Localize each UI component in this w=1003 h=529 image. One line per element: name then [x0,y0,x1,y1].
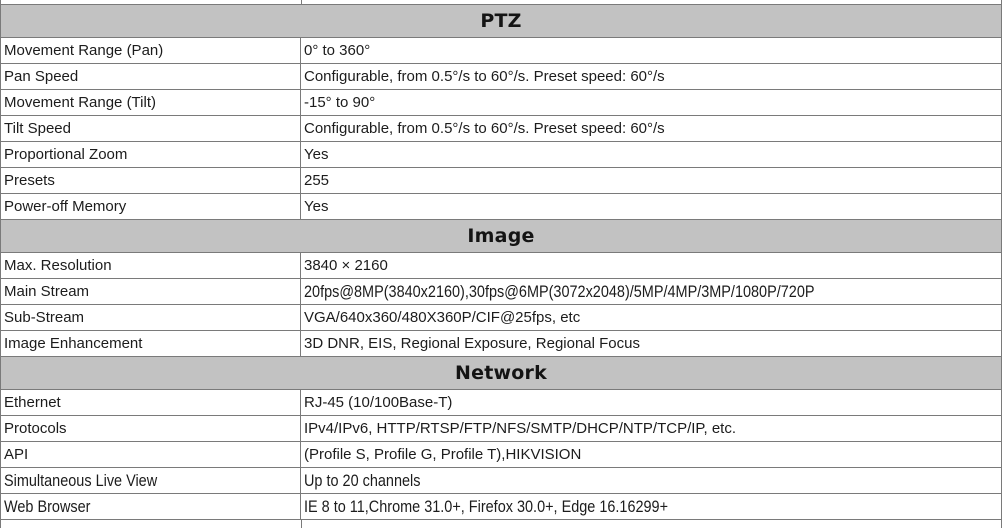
spec-value: Configurable, from 0.5°/s to 60°/s. Preset speed: 60°/s [304,120,665,137]
spec-value-cell [301,168,1001,193]
table-row [1,167,1001,193]
spec-label: Tilt Speed [4,120,71,137]
spec-label-cell [1,142,301,167]
section-header-ptz [1,4,1001,37]
table-row [1,441,1001,467]
cut-off-row-bottom [0,520,1002,528]
spec-value-cell [301,90,1001,115]
table-row [1,467,1001,493]
spec-label-cell [1,194,301,219]
table-row [1,115,1001,141]
table-row [1,415,1001,441]
spec-label: Web Browser [4,496,91,516]
spec-label: Movement Range (Pan) [4,42,164,59]
spec-value: -15° to 90° [304,94,376,111]
table-row [1,193,1001,219]
spec-value-cell [301,468,1001,493]
spec-value-cell [301,494,1001,519]
spec-value: Up to 20 channels [304,470,421,490]
section-header-network [1,356,1001,389]
spec-value-cell [301,279,1001,304]
spec-label: Movement Range (Tilt) [4,94,156,111]
spec-value-cell [301,142,1001,167]
spec-label-cell [1,253,301,278]
section-title: PTZ [480,10,522,32]
spec-label: Protocols [4,420,67,437]
spec-label-cell [1,116,301,141]
table-row [1,37,1001,63]
spec-label-cell [1,494,301,519]
table-row [1,278,1001,304]
spec-value-cell [301,416,1001,441]
table-row [1,304,1001,330]
spec-value: (Profile S, Profile G, Profile T),HIKVISION [304,446,582,463]
section-title: Network [455,362,547,384]
spec-value: 3D DNR, EIS, Regional Exposure, Regional Focus [304,335,640,352]
spec-label-cell [1,416,301,441]
spec-label: Ethernet [4,394,61,411]
table-row [1,330,1001,356]
table-row [1,141,1001,167]
table-row [1,89,1001,115]
spec-label: Simultaneous Live View [4,470,158,490]
spec-value-cell [301,194,1001,219]
section-title: Image [467,225,535,247]
spec-value: VGA/640x360/480X360P/CIF@25fps, etc [304,309,581,326]
spec-label: Max. Resolution [4,257,112,274]
spec-value: 0° to 360° [304,42,371,59]
spec-value-cell [301,331,1001,356]
spec-label-cell [1,390,301,415]
column-divider [301,0,302,4]
spec-label-cell [1,168,301,193]
spec-value-cell [301,64,1001,89]
spec-label-cell [1,90,301,115]
spec-value: 20fps@8MP(3840x2160),30fps@6MP(3072x2048)/5MP/4MP/3MP/1080P/720P [304,281,815,301]
spec-label: Pan Speed [4,68,79,85]
spec-value-cell [301,390,1001,415]
table-row [1,252,1001,278]
spec-value: RJ-45 (10/100Base-T) [304,394,453,411]
cut-off-row-top [0,0,1002,4]
spec-label: Image Enhancement [4,335,143,352]
spec-label-cell [1,279,301,304]
spec-table [0,4,1002,520]
spec-label-cell [1,442,301,467]
spec-label: Presets [4,172,55,189]
spec-value-cell [301,38,1001,63]
spec-value-cell [301,305,1001,330]
table-row [1,63,1001,89]
spec-value: Yes [304,146,329,163]
spec-label-cell [1,305,301,330]
spec-label: API [4,446,29,463]
table-row [1,389,1001,415]
spec-label: Proportional Zoom [4,146,128,163]
spec-label-cell [1,38,301,63]
spec-value: IE 8 to 11,Chrome 31.0+, Firefox 30.0+, Edge 16.16299+ [304,496,669,516]
spec-label: Power-off Memory [4,198,127,215]
spec-value: IPv4/IPv6, HTTP/RTSP/FTP/NFS/SMTP/DHCP/NTP/TCP/IP, etc. [304,420,737,437]
spec-label: Main Stream [4,283,90,300]
table-row [1,493,1001,519]
column-divider [301,520,302,528]
spec-value: 3840 × 2160 [304,257,388,274]
spec-value-cell [301,253,1001,278]
spec-value-cell [301,442,1001,467]
spec-label-cell [1,468,301,493]
section-header-image [1,219,1001,252]
spec-label-cell [1,64,301,89]
spec-value: 255 [304,172,330,189]
spec-value: Configurable, from 0.5°/s to 60°/s. Preset speed: 60°/s [304,68,665,85]
spec-value: Yes [304,198,329,215]
spec-label: Sub-Stream [4,309,85,326]
spec-label-cell [1,331,301,356]
spec-value-cell [301,116,1001,141]
